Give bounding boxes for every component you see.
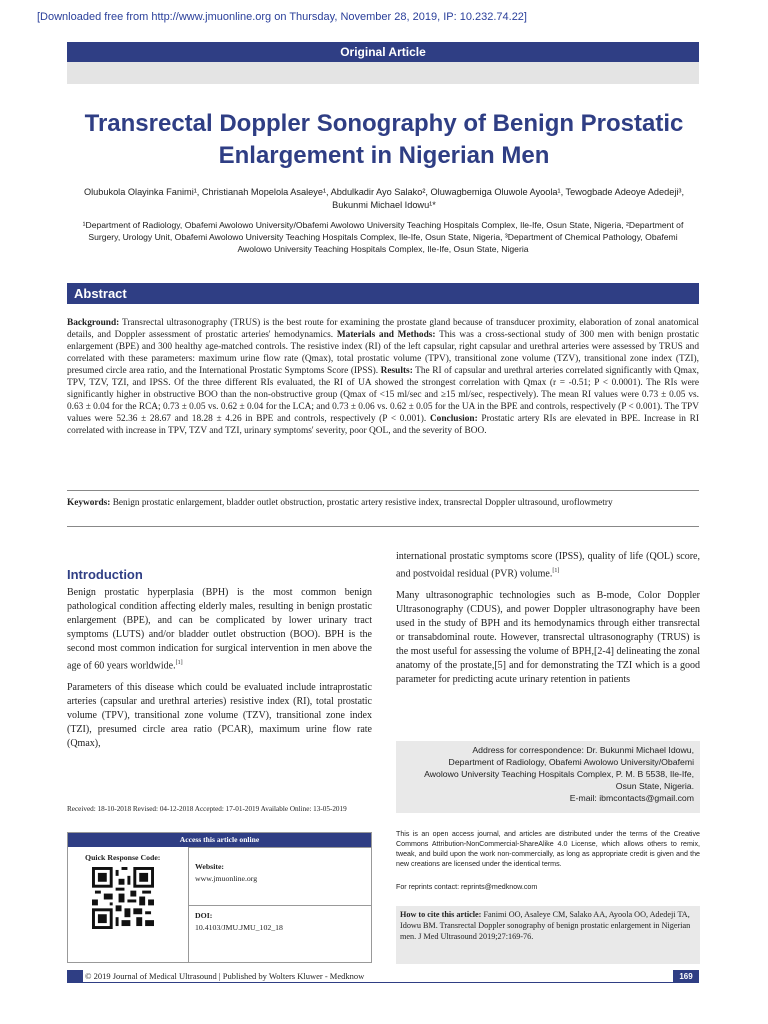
open-access-note: This is an open access journal, and articles are distributed under the terms of the Creative Commons Attribution-NonCommercial-ShareAlike 4.0 License, which allows others to remix, tweak, and build upon the work non-commercially, as long as appropriate credit is given and the new creations are licensed under the identical terms. [396,830,700,868]
intro-paragraph-1: Benign prostatic hyperplasia (BPH) is the most common benign pathological condition affecting elderly males, resulting in benign prostatic enlargement (BPE), and can be complicated by lower urinary tract symptoms (LUTS) and/or bladder outlet obstruction (BOO). BPH is the second most common indication for surgical intervention in men above the age of 60 years worldwide.[1] [67,587,372,672]
qr-label: Quick Response Code: [85,853,161,862]
keywords-text: Benign prostatic enlargement, bladder outlet obstruction, prostatic artery resistive index, transrectal Doppler ultrasound, uroflowmetry [112,498,613,508]
cite-label: How to cite this article: [400,910,482,919]
address-line: Awolowo University Teaching Hospitals Complex, P. M. B 5538, Ile-Ife, [424,769,694,779]
page-number: 169 [673,970,699,983]
address-line: Osun State, Nigeria. [615,781,694,791]
abstract-heading: Abstract [67,283,699,304]
doi-link[interactable]: 10.4103/JMU.JMU_102_18 [195,923,283,932]
column-right [396,550,700,695]
article-dates: Received: 18-10-2018 Revised: 04-12-2018 Accepted: 17-01-2019 Available Online: 13-05-2019 [67,805,347,813]
cite-box [396,906,700,964]
background-label: Background: [67,318,120,328]
address-line: Address for correspondence: Dr. Bukunmi Michael Idowu, [472,745,694,755]
article-title: Transrectal Doppler Sonography of Benign Prostatic Enlargement in Nigerian Men [84,110,684,169]
access-divider [188,905,371,906]
keywords-label: Keywords: [67,498,111,508]
page-footer [67,970,699,983]
website-link[interactable]: www.jmuonline.org [195,874,258,883]
keywords [67,497,699,509]
results-label: Results: [380,366,413,376]
intro-heading: Introduction [67,567,143,582]
section-label-underbar [67,62,699,84]
conclusion-label: Conclusion: [429,414,478,424]
access-heading: Access this article online [68,833,371,847]
doi-label: DOI: [195,911,213,920]
footer-text: © 2019 Journal of Medical Ultrasound | Published by Wolters Kluwer - Medknow [85,971,365,981]
methods-label: Materials and Methods: [336,330,436,340]
divider-top [67,490,699,491]
abstract-body [67,317,699,437]
website-label: Website: [195,862,225,871]
conclusion-text: Prostatic artery RIs are elevated in BPE. Increase in RI correlated with increase in TPV, TZV and TZI, urinary symptoms' severity, poor QOL, and the severity of BOO. [67,414,699,436]
footer-rule [83,982,673,983]
cite-text: Fanimi OO, Asaleye CM, Salako AA, Ayoola OO, Adedeji TA, Idowu BM. Transrectal Doppler sonography of benign prostatic enlargement in Nigerian men. J Med Ultrasound 2019;27:169-76. [400,910,691,941]
qr-code-icon[interactable] [92,867,154,929]
divider-bottom [67,526,699,527]
author-list: Olubukola Olayinka Fanimi¹, Christianah Mopelola Asaleye¹, Abdulkadir Ayo Salako², Oluwagbemiga Oluwole Ayoola¹, Tewogbade Adeoye Adedeji³, Bukunmi Michael Idowu¹* [83,187,685,210]
email-line: E-mail: ibmcontacts@gmail.com [569,793,694,803]
download-line: [Downloaded free from http://www.jmuonline.org on Thursday, November 28, 2019, IP: 10.232.74.22] [37,11,527,23]
address-line: Department of Radiology, Obafemi Awolowo University/Obafemi [448,757,694,767]
access-divider [188,847,371,848]
intro-paragraph-3: international prostatic symptoms score (IPSS), quality of life (QOL) score, and postvoidal residual (PVR) volume.[1] [396,551,700,580]
affiliations: ¹Department of Radiology, Obafemi Awolowo University/Obafemi Awolowo University Teaching Hospitals Complex, Ile-Ife, Osun State, Nigeria, ²Department of Surgery, Urology Unit, Obafemi Awolowo University Teaching Hospitals Complex, Ile-Ife, Osun State, Nigeria, ³Department of Chemical Pathology, Obafemi Awolowo University Teaching Hospitals Complex, Ile-Ife, Osun State, Nigeria [82,220,684,254]
results-text: The RI of capsular and urethral arteries correlated significantly with Qmax, TPV, TZV, TZI, and IPSS. Of the three different RIs evaluated, the RI of UA showed the strongest correlation with Qmax (r = -0.51; P < 0.0001). The RIs were significantly higher in obstructive BOO than the non-obstructive group (Qmax of <15 ml/sec and ≥15 ml/sec, respectively). The mean RI values were 0.73 ± 0.05 vs. 0.63 ± 0.04 for the RCA; 0.73 ± 0.05 vs. 0.62 ± 0.04 for the LCA; and 0.73 ± 0.06 vs. 0.62 ± 0.05 for the UA in the BPE and controls, respectively (P < 0.001). The TPV values were 52.36 ± 28.67 and 18.28 ± 4.26 in BPE and controls, respectively (P < 0.001). [67,366,699,424]
section-label: Original Article [67,42,699,62]
methods-text: This was a cross-sectional study of 300 men with benign prostatic enlargement (BPE) and 300 healthy age-matched controls. The resistive index (RI) of the left capsular, right capsular and urethral arteries were assessed by TRUS and correlated with these parameters: maximum urine flow rate (Qmax), total prostatic volume (TPV), transitional zone volume (TZV), transitional zone index (TZI), presumed circle area ratio, and the International Prostatic Symptoms Score (IPSS). [67,330,700,376]
background-text: Transrectal ultrasonography (TRUS) is the best route for examining the prostate gland because of transducer proximity, elaboration of zonal anatomical details, and Doppler assessment of prostatic arteries' hemodynamics. [67,318,699,340]
column-left [67,568,372,759]
correspondence-box [396,741,700,813]
footer-accent [67,970,83,983]
intro-paragraph-4: Many ultrasonographic technologies such as B-mode, Color Doppler Ultrasonography (CDUS), and power Doppler ultrasonography have been used in the study of BPH and its hemodynamics through either transrectal or transabdominal route. However, transrectal ultrasonography (TRUS) is the most useful for assessing the volume of BPH,[2-4] delineating the zonal anatomy of the prostate,[5] and for demonstrating the TZI which is a good parameter for predicting acute urinary retention in patients [396,590,700,686]
intro-paragraph-2: Parameters of this disease which could be evaluated include intraprostatic arteries (capsular and urethral arteries) resistive index (RI), total prostatic volume (TPV), transitional zone volume (TZV), transitional zone index (TZI), presumed circle area ratio (PCAR), maximum urine flow rate (Qmax), [67,682,372,750]
reprints-contact: For reprints contact: reprints@medknow.com [396,883,538,891]
access-box [67,832,372,963]
